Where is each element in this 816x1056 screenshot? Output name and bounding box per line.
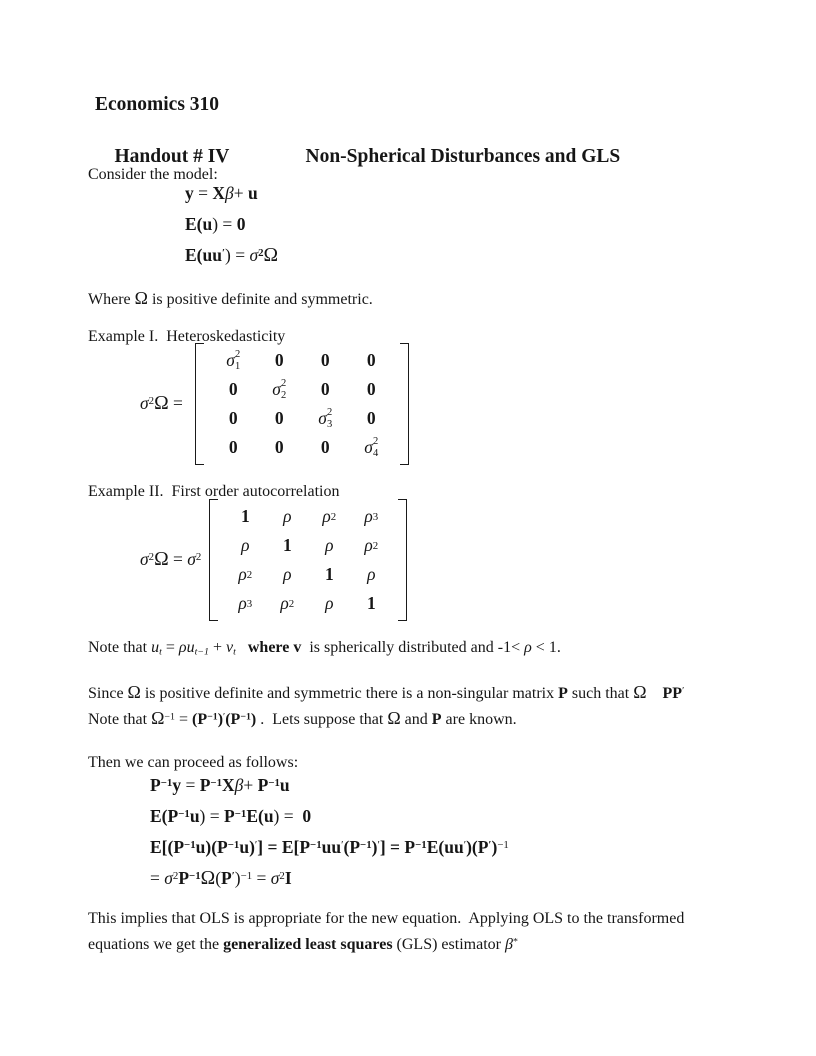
formula-token: and (400, 711, 432, 728)
formula-token: Ω (154, 549, 169, 570)
formula-token: PP (662, 685, 683, 702)
formula-token: where (247, 639, 294, 656)
formula-token: + (208, 639, 226, 656)
procedure-eq-1 (150, 770, 290, 801)
procedure-eq-2 (150, 801, 311, 832)
formula-token: σ (272, 379, 281, 399)
formula-token: ρ (283, 506, 292, 526)
formula-token: ′ (254, 839, 258, 852)
formula-token: 1 (366, 593, 376, 613)
formula-token (647, 685, 663, 702)
matrix-cell (210, 404, 256, 433)
formula-token: 0 (366, 350, 376, 370)
formula-token: 0 (228, 379, 238, 399)
formula-token: t (159, 646, 162, 658)
formula-token: ] = (379, 837, 405, 857)
formula-token: ) = (212, 214, 237, 234)
formula-token: 0 (274, 437, 284, 457)
heteroskedasticity-matrix (140, 344, 409, 464)
formula-token: ) = (199, 806, 224, 826)
formula-token: σ (364, 437, 373, 457)
formula-token: = (174, 711, 192, 728)
formula-token: = (181, 775, 200, 795)
formula-token: is positive definite and symmetric. (147, 291, 373, 308)
matrix-cell (210, 375, 256, 404)
formula-token: 0 (236, 214, 246, 234)
formula-token: Ω (387, 708, 401, 728)
matrix-row (224, 589, 392, 618)
formula-token: u (202, 214, 213, 234)
formula-token: P (404, 837, 416, 857)
formula-token: 0 (320, 437, 330, 457)
formula-token: t−1 (194, 646, 209, 658)
formula-token: P (221, 868, 232, 888)
matrix-row (210, 346, 394, 375)
formula-token: Ω (151, 708, 165, 728)
matrix2-grid (218, 499, 398, 621)
formula-token: )( (205, 837, 218, 857)
formula-token: 0 (228, 408, 238, 428)
formula-token: P (217, 837, 228, 857)
matrix-cell: ρ 2 (238, 564, 253, 584)
formula-token: −1 (207, 711, 218, 723)
matrix-row (210, 375, 394, 404)
formula-token: ( (191, 711, 198, 728)
example2-label: Example II. First order autocorrelation (88, 483, 340, 500)
formula-token: P (230, 711, 241, 728)
formula-token: ′ (463, 839, 467, 852)
formula-token: β (225, 183, 234, 203)
inverse-note (88, 705, 517, 733)
conclusion-line1: This implies that OLS is appropriate for the new equation. Applying OLS to the transformed (88, 910, 685, 927)
formula-token: E( (426, 837, 445, 857)
matrix-cell (302, 375, 348, 404)
formula-token: ′ (488, 839, 492, 852)
formula-token: −1 (160, 777, 173, 790)
formula-token: 2 (148, 395, 155, 408)
consider-label: Consider the model: (88, 166, 218, 183)
formula-token: ) (491, 837, 498, 857)
formula-token: ρ (524, 639, 532, 656)
matrix-cell (256, 375, 302, 404)
right-bracket (398, 499, 407, 621)
procedure-intro: Then we can proceed as follows: (88, 754, 299, 771)
formula-token: * (512, 936, 518, 948)
procedure-eq-4 (150, 863, 292, 894)
course-title: Economics 310 (95, 94, 220, 115)
formula-token: t (233, 646, 236, 658)
matrix-cell: ρ 3 (238, 593, 253, 613)
formula-token: P (349, 837, 361, 857)
left-bracket (195, 343, 204, 465)
formula-token: Ω (154, 393, 169, 414)
formula-token: σ (187, 549, 196, 569)
formula-token: (GLS) estimator (392, 936, 505, 953)
right-bracket (400, 343, 409, 465)
formula-token: + (233, 183, 248, 203)
page-title: Non-Spherical Disturbances and GLS (305, 146, 621, 167)
formula-token: = (252, 868, 271, 888)
formula-token: −1 (210, 777, 222, 790)
formula-token: P (150, 775, 161, 795)
formula-token: Ω (200, 868, 216, 889)
formula-token: 0 (274, 408, 284, 428)
matrix-cell (348, 375, 394, 404)
formula-token: X (212, 183, 226, 203)
matrix-cell (224, 502, 266, 531)
formula-token: E[ (281, 837, 300, 857)
formula-token: ( (343, 837, 350, 857)
matrix-cell: ρ 3 (364, 506, 379, 526)
formula-token: −1 (268, 777, 280, 790)
formula-token: ) (234, 868, 241, 888)
matrix-row (224, 531, 392, 560)
formula-token: ] = (257, 837, 282, 857)
formula-token: −1 (240, 870, 253, 883)
formula-token: 2 (172, 870, 179, 883)
matrix-cell (266, 502, 308, 531)
matrix-row (210, 404, 394, 433)
formula-token: ) (217, 711, 224, 728)
formula-token: 0 (302, 806, 312, 826)
formula-token: ′ (223, 711, 226, 723)
formula-token: P (477, 837, 489, 857)
formula-token: β (234, 775, 244, 795)
matrix-cell (348, 346, 394, 375)
formula-token: ′ (221, 247, 226, 260)
matrix-row (224, 502, 392, 531)
formula-token: ρ (241, 535, 250, 555)
formula-token: 0 (366, 379, 376, 399)
formula-token: uu (321, 837, 342, 857)
formula-token: σ (249, 245, 259, 265)
formula-token: is spherically distributed and -1< (301, 639, 525, 656)
formula-token: −1 (234, 808, 247, 821)
formula-token: ( (225, 711, 231, 728)
matrix-cell (302, 346, 348, 375)
matrix-cell: ρ 2 (280, 593, 295, 613)
formula-token: ρ (367, 564, 376, 584)
procedure-eq-3 (150, 832, 509, 863)
formula-token: ( (215, 868, 222, 888)
formula-token: Ω (134, 288, 148, 308)
matrix-row (224, 560, 392, 589)
formula-token: = (161, 639, 179, 656)
formula-token: ρ (283, 564, 292, 584)
matrix-cell (308, 531, 350, 560)
formula-token: −1 (497, 839, 509, 852)
formula-token: ′ (231, 870, 235, 883)
matrix-cell (266, 531, 308, 560)
formula-token: u (195, 837, 206, 857)
formula-token: σ (270, 868, 280, 888)
matrix-row (210, 433, 394, 462)
example1-label: Example I. Heteroskedasticity (88, 328, 286, 345)
formula-token: ρ (325, 535, 334, 555)
where-omega-note (88, 285, 373, 313)
matrix-cell: ρ 2 (364, 535, 379, 555)
formula-token: −1 (178, 808, 190, 821)
formula-token: 2 4 (372, 435, 379, 459)
formula-token: E( (185, 214, 203, 234)
formula-token: = (193, 183, 213, 203)
formula-token: 1 (324, 564, 334, 584)
formula-token: u (247, 183, 258, 203)
formula-token: σ (164, 868, 173, 888)
matrix1-body (195, 343, 409, 465)
formula-token: −1 (360, 839, 372, 852)
formula-token: P (558, 685, 568, 702)
formula-token: is positive definite and symmetric there is a non-singular matrix (140, 685, 559, 702)
model-eq-eu (185, 209, 245, 240)
formula-token: −1 (310, 839, 322, 852)
formula-token: u (239, 837, 250, 857)
formula-token: 2 2 (280, 377, 287, 401)
formula-token: Ω (127, 682, 141, 702)
formula-token: ρ (364, 506, 373, 526)
formula-token (236, 639, 248, 656)
formula-token: 2 3 (326, 406, 333, 430)
autocorrelation-matrix (140, 499, 407, 621)
formula-token: y (185, 183, 194, 203)
model-eq-y (185, 178, 258, 209)
formula-token: ) = (273, 806, 303, 826)
formula-token: Since (88, 685, 128, 702)
formula-token: ) (249, 837, 255, 857)
formula-token: Where (88, 291, 135, 308)
formula-token: u (151, 639, 160, 656)
matrix1-label (140, 393, 187, 415)
formula-token: 0 (366, 408, 376, 428)
matrix-cell (308, 560, 350, 589)
formula-token: = (168, 549, 188, 569)
matrix-cell (350, 560, 392, 589)
formula-token: P (257, 775, 269, 795)
matrix-cell (302, 404, 348, 433)
formula-token: ) (371, 837, 378, 857)
formula-token: −1 (415, 839, 427, 852)
formula-token: v (293, 639, 302, 656)
matrix-cell (350, 589, 392, 618)
matrix-cell (224, 531, 266, 560)
formula-token: Note that (88, 711, 152, 728)
matrix2-label (140, 549, 201, 571)
formula-token: u (189, 806, 200, 826)
formula-token: uu (202, 245, 222, 265)
formula-token: σ (318, 408, 327, 428)
formula-token: ν (226, 639, 234, 656)
left-bracket (209, 499, 218, 621)
handout-number: Handout # IV (114, 146, 230, 167)
formula-token: σ (140, 549, 149, 569)
formula-token: E( (150, 806, 168, 826)
matrix-cell (348, 404, 394, 433)
matrix-cell (308, 589, 350, 618)
formula-token: −1 (184, 839, 196, 852)
formula-token: = (168, 393, 188, 413)
formula-token: ) (250, 711, 257, 728)
matrix-cell (210, 346, 256, 375)
formula-token: such that (567, 685, 634, 702)
matrix-cell (256, 346, 302, 375)
formula-token: ) = (225, 245, 250, 265)
formula-token: P (167, 806, 179, 826)
formula-token: 0 (320, 379, 330, 399)
formula-token: −1 (240, 711, 251, 723)
formula-token: are known. (441, 711, 517, 728)
formula-token: 0 (274, 350, 284, 370)
formula-token: ′ (341, 839, 344, 852)
formula-token: 1 (240, 506, 250, 526)
formula-token: β (504, 936, 513, 953)
formula-token: ρ (322, 506, 331, 526)
formula-token: )( (466, 837, 478, 857)
matrix-cell (256, 404, 302, 433)
formula-token: . Lets suppose that (256, 711, 388, 728)
formula-token: P (199, 775, 211, 795)
formula-token: 0 (228, 437, 238, 457)
formula-token: P (197, 711, 208, 728)
matrix-cell (256, 433, 302, 462)
since-omega-note (88, 679, 684, 707)
formula-token: I (284, 868, 292, 888)
formula-token: σ (226, 350, 235, 370)
formula-token: X (222, 775, 235, 795)
matrix2-body (209, 499, 407, 621)
formula-token: −1 (227, 839, 240, 852)
matrix1-grid (204, 343, 400, 465)
formula-token: ′ (377, 839, 380, 852)
formula-token: ′ (682, 685, 685, 697)
formula-token: 2 (148, 551, 155, 564)
formula-token: ρ (325, 593, 334, 613)
formula-token: 2 (279, 870, 285, 883)
formula-token: u (279, 775, 290, 795)
formula-token: ρ (178, 639, 187, 656)
model-eq-euu (185, 240, 278, 271)
formula-token: P (224, 806, 235, 826)
formula-token: 2 1 (234, 348, 241, 372)
formula-token: + (243, 775, 258, 795)
formula-token: 2 (195, 551, 202, 564)
formula-token: = (150, 868, 165, 888)
formula-token: P (431, 711, 442, 728)
formula-token: P (178, 868, 190, 888)
formula-token: ρ (280, 593, 289, 613)
matrix-cell (302, 433, 348, 462)
formula-token: E( (246, 806, 264, 826)
formula-token: ρ (238, 564, 247, 584)
formula-token: ρ (238, 593, 247, 613)
formula-token: u (263, 806, 274, 826)
formula-token: Note that (88, 639, 152, 656)
formula-token: y (172, 775, 182, 795)
ar1-note (88, 635, 561, 661)
formula-token: Ω (263, 245, 279, 266)
formula-token: 0 (320, 350, 330, 370)
formula-token: generalized least squares (223, 936, 393, 953)
formula-token: 2 (258, 247, 264, 260)
formula-token: u (186, 639, 195, 656)
matrix-cell (348, 433, 394, 462)
matrix-cell (210, 433, 256, 462)
formula-token: E( (185, 245, 203, 265)
matrix-cell (266, 560, 308, 589)
formula-token: σ (140, 393, 149, 413)
formula-token: P (299, 837, 311, 857)
formula-token: uu (444, 837, 464, 857)
formula-token: < 1. (531, 639, 561, 656)
formula-token: −1 (189, 870, 201, 883)
formula-token: E[( (150, 837, 174, 857)
formula-token: ρ (364, 535, 373, 555)
formula-token: equations we get the (88, 936, 224, 953)
conclusion-line2 (88, 932, 518, 958)
formula-token: 1 (282, 535, 292, 555)
matrix-cell: ρ 2 (322, 506, 337, 526)
formula-token: Ω (633, 682, 647, 702)
formula-token: −1 (164, 711, 175, 723)
formula-token: P (173, 837, 185, 857)
